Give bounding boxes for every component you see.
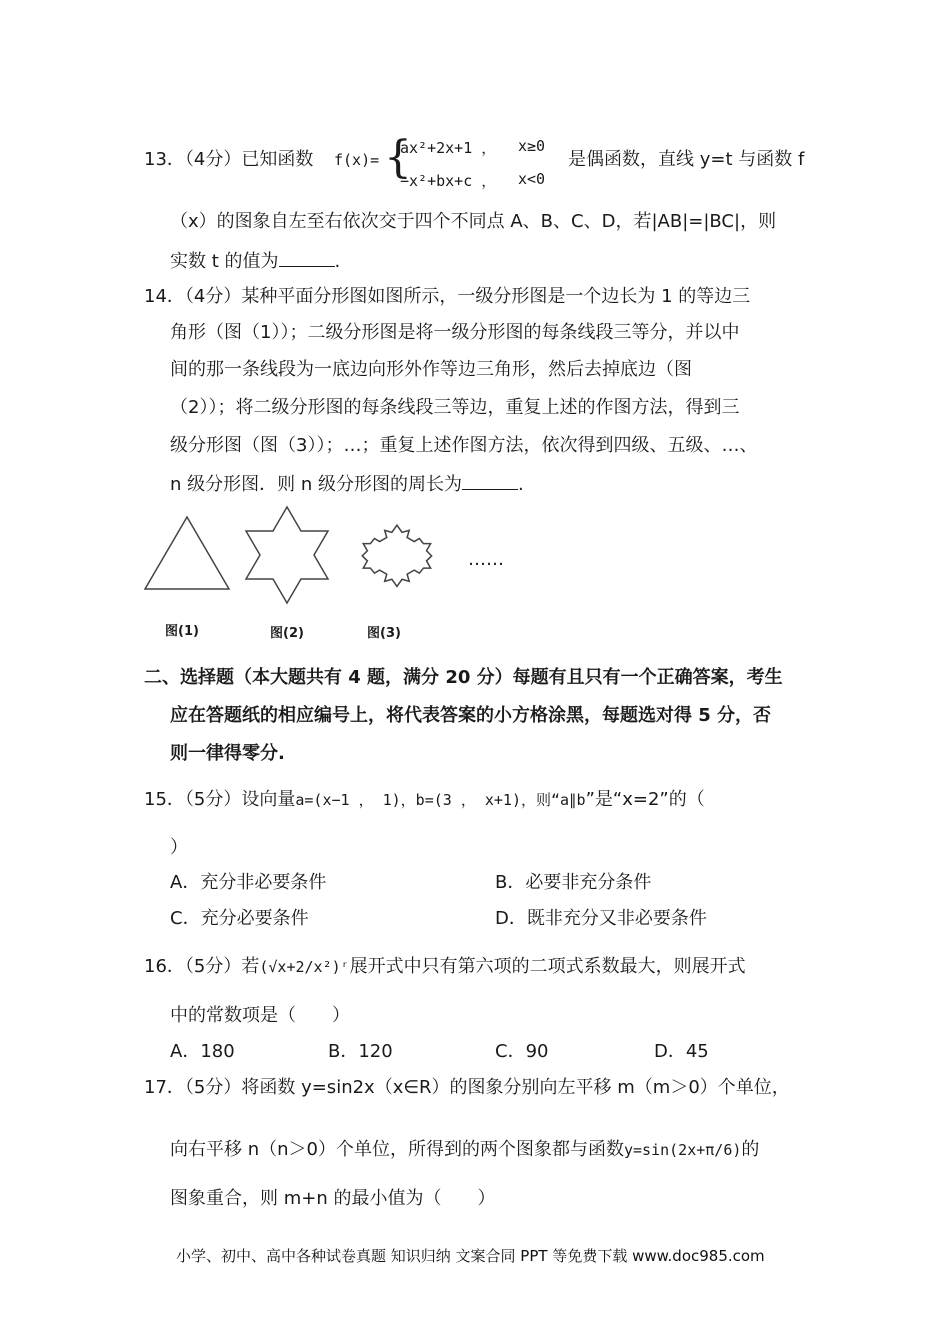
q16-line1 <box>144 955 746 979</box>
q15-text: ”是“x=2”的（ <box>585 789 705 810</box>
q16-option-c: C．90 <box>495 1041 549 1062</box>
q15-text: 15．（5分）设向量 <box>144 789 296 810</box>
q14-line: 14．（4分）某种平面分形图如图所示，一级分形图是一个边长为 1 的等边三 <box>144 286 751 307</box>
q14-line: （2））；将二级分形图的每条线段三等边，重复上述的作图方法，得到三 <box>170 397 740 418</box>
q13-text: . <box>334 251 341 272</box>
q13-after: 是偶函数，直线 y=t 与函数 f <box>568 149 805 170</box>
section2-line: 则一律得零分. <box>170 743 285 764</box>
fig-label-2: 图(2) <box>270 626 304 641</box>
q16-option-a: A．180 <box>170 1041 235 1062</box>
q17-expression: y=sin(2x+π/6) <box>624 1141 742 1159</box>
q17-line1: 17．（5分）将函数 y=sin2x（x∈R）的图象分别向左平移 m（m＞0）个单位， <box>144 1077 790 1098</box>
answer-blank <box>462 471 518 490</box>
fractal-level-2 <box>246 507 328 603</box>
q15-close: ） <box>170 837 188 858</box>
q14-line: 级分形图（图（3））；…；重复上述作图方法，依次得到四级、五级、…、 <box>170 435 758 456</box>
q16-text: 展开式中只有第六项的二项式系数最大，则展开式 <box>349 956 746 977</box>
q14-text: n 级分形图．则 n 级分形图的周长为 <box>170 474 462 495</box>
page-footer: 小学、初中、高中各种试卷真题 知识归纳 文案合同 PPT 等免费下载 www.doc985.com <box>176 1247 765 1265</box>
q17-text: 向右平移 n（n＞0）个单位，所得到的两个图象都与函数 <box>170 1139 624 1160</box>
q13-text: （4分）已知函数 <box>184 149 314 170</box>
q15-parallel: a∥b <box>560 791 586 809</box>
q13-text: 实数 t 的值为 <box>170 251 279 272</box>
q16-option-b: B．120 <box>328 1041 393 1062</box>
q16-text: 16．（5分）若 <box>144 956 260 977</box>
fig-label-1: 图(1) <box>165 624 199 639</box>
q17-line3: 图象重合，则 m+n 的最小值为（ ） <box>170 1188 496 1209</box>
q13-piece2-expr: −x²+bx+c ， <box>400 172 497 190</box>
q13-fx: f(x)= <box>334 151 380 169</box>
q13-text: 13． <box>144 149 185 170</box>
section2-line: 应在答题纸的相应编号上，将代表答案的小方格涂黑，每题选对得 5 分，否 <box>170 705 772 726</box>
q15-vector-b: b=(3 ， x+1)，则“ <box>415 791 561 809</box>
q13-brace: { <box>384 132 412 183</box>
q14-line: 角形（图（1））；二级分形图是将一级分形图的每条线段三等分，并以中 <box>170 322 740 343</box>
q14-text: . <box>517 474 524 495</box>
q16-option-d: D．45 <box>654 1041 709 1062</box>
q14-line: 间的那一条线段为一底边向形外作等边三角形，然后去掉底边（图 <box>170 359 692 380</box>
q16-line2: 中的常数项是（ ） <box>170 1005 350 1026</box>
q15-vector-a: a=(x−1 ， 1)， <box>295 791 416 809</box>
fractal-ellipsis: …… <box>468 549 504 570</box>
q13-line3 <box>170 248 340 274</box>
q13-piece2-cond: x<0 <box>518 170 546 188</box>
q15-option-c: C．充分必要条件 <box>170 908 309 929</box>
q17-text: 的 <box>741 1139 760 1160</box>
q15-option-b: B．必要非充分条件 <box>495 872 652 893</box>
q13-line1 <box>144 148 313 172</box>
fig-label-3: 图(3) <box>367 626 401 641</box>
answer-blank <box>279 248 335 267</box>
q16-expression: (√x+2/x²)ʳ <box>259 958 350 976</box>
q17-line2 <box>170 1138 759 1162</box>
fractal-figures <box>140 505 520 615</box>
q13-piece1-cond: x≥0 <box>518 137 546 155</box>
q13-line2: （x）的图象自左至右依次交于四个不同点 A、B、C、D，若|AB|=|BC|，则 <box>170 211 777 232</box>
section2-line: 二、选择题（本大题共有 4 题，满分 20 分）每题有且只有一个正确答案，考生 <box>144 667 783 688</box>
q13-piece1-expr: ax²+2x+1 ， <box>400 139 497 157</box>
q15-option-d: D．既非充分又非必要条件 <box>495 908 707 929</box>
q14-last-line <box>170 471 524 497</box>
fractal-level-1 <box>145 517 229 589</box>
q15-option-a: A．充分非必要条件 <box>170 872 327 893</box>
fractal-level-3 <box>362 525 431 586</box>
q15-line1 <box>144 788 705 812</box>
